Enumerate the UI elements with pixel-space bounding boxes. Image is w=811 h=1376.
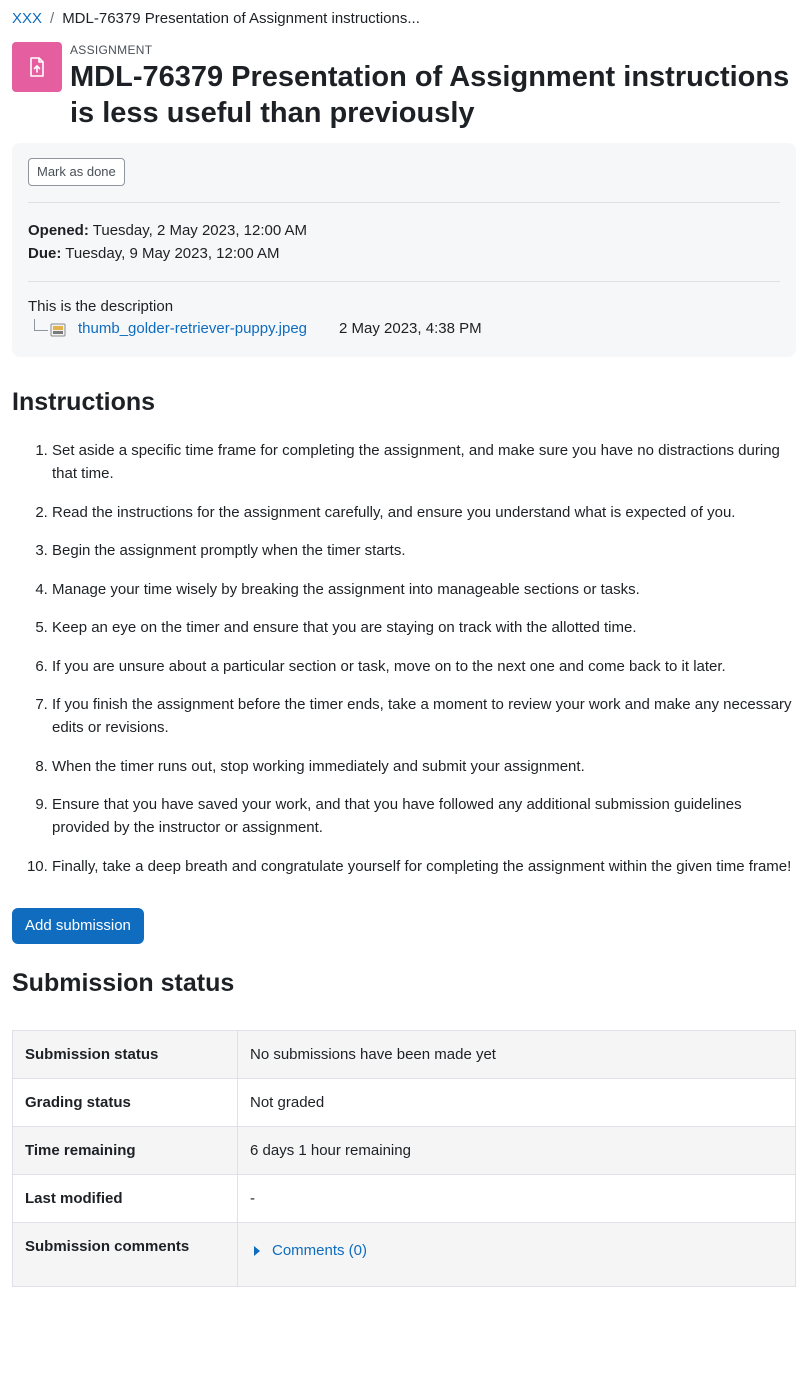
list-item: 5. Keep an eye on the timer and ensure that you are staying on track with the allotted time. [52, 616, 799, 639]
comments-toggle[interactable] [250, 1239, 783, 1274]
breadcrumb-separator: / [50, 9, 55, 27]
activity-type-label: ASSIGNMENT [70, 43, 153, 57]
comments-link[interactable]: Comments (0) [272, 1242, 368, 1259]
list-item: 7. If you finish the assignment before the timer ends, take a moment to review your work and make any necessary edits or revisions. [52, 693, 799, 739]
submission-status-table [12, 1030, 796, 1287]
row-label: Submission status [13, 1031, 238, 1079]
list-item: 8. When the timer runs out, stop working immediately and submit your assignment. [52, 755, 799, 778]
header-text [70, 42, 799, 131]
activity-info [12, 143, 796, 357]
opened-value: Tuesday, 2 May 2023, 12:00 AM [92, 222, 308, 239]
list-item: 4. Manage your time wisely by breaking the assignment into manageable sections or tasks. [52, 578, 799, 601]
list-item: 1. Set aside a specific time frame for completing the assignment, and make sure you have no distractions during that time. [52, 439, 799, 485]
row-value: Not graded [238, 1079, 796, 1127]
row-label: Grading status [13, 1079, 238, 1127]
assignment-upload-icon [12, 42, 62, 92]
instructions-list [12, 439, 799, 878]
mark-as-done-button[interactable]: Mark as done [28, 158, 125, 186]
table-row [13, 1127, 796, 1175]
list-item: 6. If you are unsure about a particular section or task, move on to the next one and come back to it later. [52, 655, 799, 678]
due-value: Tuesday, 9 May 2023, 12:00 AM [65, 245, 280, 262]
activity-description: This is the description [28, 298, 174, 315]
opened-label: Opened: [28, 222, 89, 239]
divider [28, 281, 780, 282]
row-label: Last modified [13, 1175, 238, 1223]
table-row [13, 1031, 796, 1079]
list-item: 10. Finally, take a deep breath and congratulate yourself for completing the assignment within the given time frame! [52, 855, 799, 878]
row-value: - [238, 1175, 796, 1223]
row-label: Time remaining [13, 1127, 238, 1175]
row-value [238, 1223, 796, 1287]
attachment-date: 2 May 2023, 4:38 PM [339, 320, 482, 338]
list-item: 3. Begin the assignment promptly when the timer starts. [52, 539, 799, 562]
table-row [13, 1223, 796, 1287]
table-row [13, 1079, 796, 1127]
opened-date [28, 219, 780, 242]
attachment-link[interactable]: thumb_golder-retriever-puppy.jpeg [78, 320, 308, 338]
caret-right-icon[interactable] [254, 1246, 260, 1256]
row-value: 6 days 1 hour remaining [238, 1127, 796, 1175]
breadcrumb [12, 0, 799, 38]
list-item: 9. Ensure that you have saved your work, and that you have followed any additional submission guidelines provided by the instructor or assignment. [52, 793, 799, 839]
due-date [28, 242, 780, 265]
image-file-icon [50, 322, 66, 338]
page-header [12, 42, 799, 131]
row-value: No submissions have been made yet [238, 1031, 796, 1079]
add-submission-button[interactable]: Add submission [12, 908, 144, 944]
activity-dates [28, 219, 780, 265]
due-label: Due: [28, 245, 62, 262]
attachment-row [28, 318, 780, 341]
tree-branch-line [34, 319, 48, 331]
page-title: MDL-76379 Presentation of Assignment instructions is less useful than previously [70, 61, 790, 129]
submission-status-heading: Submission status [12, 969, 235, 997]
row-label: Submission comments [13, 1223, 238, 1287]
divider [28, 202, 780, 203]
instructions-heading: Instructions [12, 388, 156, 416]
list-item: 2. Read the instructions for the assignment carefully, and ensure you understand what is expected of you. [52, 501, 799, 524]
table-row [13, 1175, 796, 1223]
breadcrumb-current: MDL-76379 Presentation of Assignment instructions... [62, 9, 420, 27]
breadcrumb-course-link[interactable]: XXX [12, 9, 43, 27]
